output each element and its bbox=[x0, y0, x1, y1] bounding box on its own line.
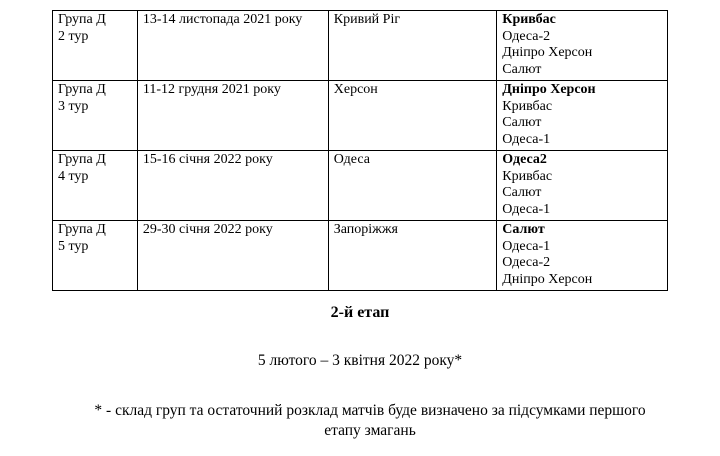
stage-title: 2-й етап bbox=[330, 304, 390, 321]
teams-cell bbox=[497, 151, 668, 221]
group-cell bbox=[53, 221, 138, 291]
team-name: Одеса-2 bbox=[502, 255, 551, 270]
group-cell bbox=[53, 151, 138, 221]
team-name: Дніпро Херсон bbox=[502, 45, 593, 60]
host-team: Дніпро Херсон bbox=[502, 82, 596, 97]
schedule-table bbox=[52, 10, 668, 291]
team-name: Одеса-1 bbox=[502, 201, 551, 217]
team-name: Кривбас bbox=[502, 168, 553, 184]
host-team: Одеса2 bbox=[502, 152, 547, 167]
team-name: Салют bbox=[502, 115, 542, 130]
city-text: Одеса bbox=[333, 152, 370, 167]
round-label: 2 тур bbox=[58, 28, 89, 44]
group-label: Група Д bbox=[58, 82, 106, 97]
table-row bbox=[53, 11, 668, 81]
city-text: Кривий Ріг bbox=[333, 12, 401, 27]
dates-text: 29-30 січня 2022 року bbox=[142, 222, 273, 237]
city-cell bbox=[328, 221, 497, 291]
team-name: Салют bbox=[502, 185, 542, 200]
footnote-line: * - склад груп та остаточний розклад матчів буде визначено за підсумками першого bbox=[94, 402, 646, 419]
teams-cell bbox=[497, 81, 668, 151]
team-name: Дніпро Херсон bbox=[502, 271, 593, 287]
dates-text: 15-16 січня 2022 року bbox=[142, 152, 273, 167]
dates-cell bbox=[137, 81, 328, 151]
dates-cell bbox=[137, 221, 328, 291]
team-name: Одеса-2 bbox=[502, 28, 551, 44]
city-cell bbox=[328, 11, 497, 81]
host-team: Кривбас bbox=[502, 12, 556, 27]
team-name: Салют bbox=[502, 61, 542, 77]
round-label: 3 тур bbox=[58, 98, 89, 114]
team-name: Одеса-1 bbox=[502, 238, 551, 254]
dates-text: 13-14 листопада 2021 року bbox=[142, 12, 303, 27]
city-cell bbox=[328, 81, 497, 151]
table-row bbox=[53, 221, 668, 291]
table-row bbox=[53, 81, 668, 151]
teams-cell bbox=[497, 11, 668, 81]
footnote-line: етапу змагань bbox=[324, 422, 416, 439]
round-label: 4 тур bbox=[58, 168, 89, 184]
city-text: Херсон bbox=[333, 82, 378, 97]
group-label: Група Д bbox=[58, 222, 106, 237]
city-cell bbox=[328, 151, 497, 221]
group-cell bbox=[53, 11, 138, 81]
dates-text: 11-12 грудня 2021 року bbox=[142, 82, 281, 97]
team-name: Кривбас bbox=[502, 98, 553, 114]
round-label: 5 тур bbox=[58, 238, 89, 254]
footnote bbox=[40, 401, 700, 441]
group-label: Група Д bbox=[58, 12, 106, 27]
group-label: Група Д bbox=[58, 152, 106, 167]
city-text: Запоріжжя bbox=[333, 222, 398, 237]
team-name: Одеса-1 bbox=[502, 131, 551, 147]
host-team: Салют bbox=[502, 222, 545, 237]
teams-cell bbox=[497, 221, 668, 291]
group-cell bbox=[53, 81, 138, 151]
stage-dates: 5 лютого – 3 квітня 2022 року* bbox=[257, 352, 463, 369]
table-row bbox=[53, 151, 668, 221]
dates-cell bbox=[137, 11, 328, 81]
dates-cell bbox=[137, 151, 328, 221]
